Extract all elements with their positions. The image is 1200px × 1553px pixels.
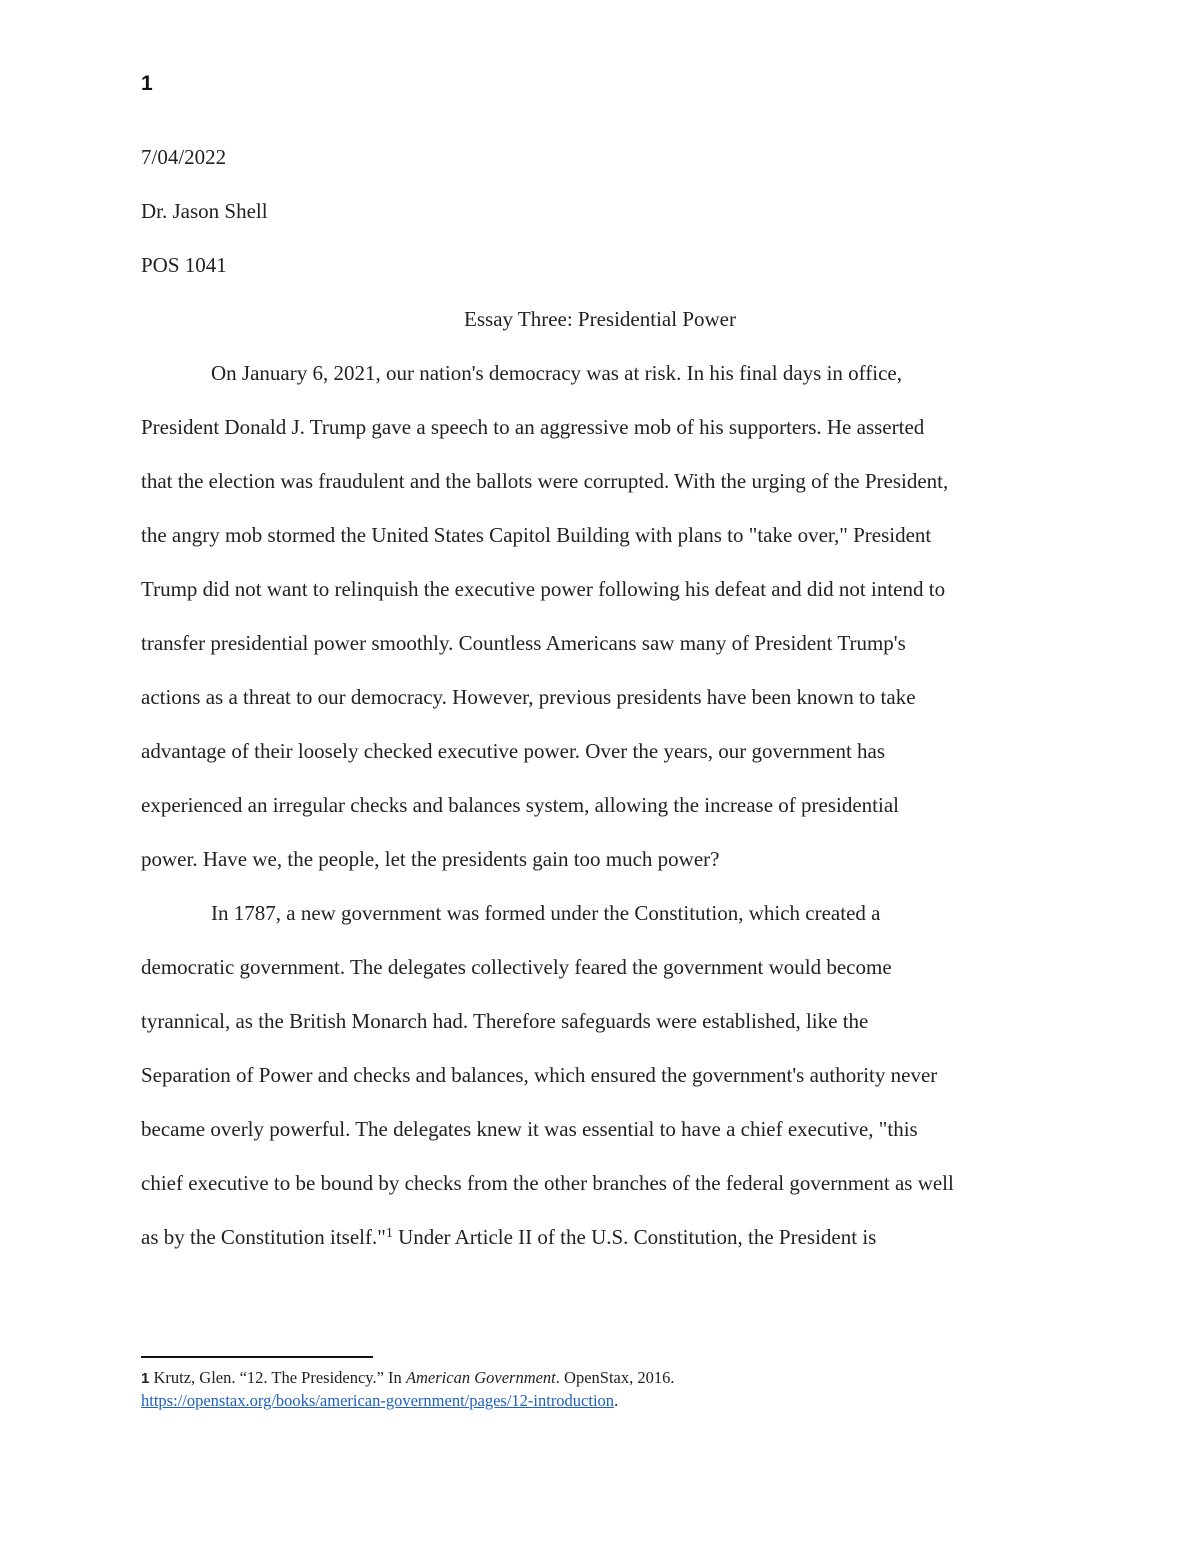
- essay-title: Essay Three: Presidential Power: [464, 307, 736, 331]
- body-line: tyrannical, as the British Monarch had. Therefore safeguards were established, like the: [141, 1009, 869, 1033]
- footnote-link[interactable]: https://openstax.org/books/american-government/pages/12-introduction: [141, 1391, 615, 1410]
- body-line: On January 6, 2021, our nation's democracy was at risk. In his final days in office,: [211, 361, 902, 385]
- body-line: Trump did not want to relinquish the executive power following his defeat and did not intend to: [141, 577, 946, 601]
- footnote-text: . OpenStax, 2016.: [555, 1368, 675, 1387]
- instructor-name: Dr. Jason Shell: [141, 199, 268, 223]
- body-line: that the election was fraudulent and the ballots were corrupted. With the urging of the President,: [141, 469, 949, 493]
- body-line: transfer presidential power smoothly. Countless Americans saw many of President Trump's: [141, 631, 906, 655]
- body-line: President Donald J. Trump gave a speech to an aggressive mob of his supporters. He asserted: [141, 415, 925, 439]
- footnote-link-period: .: [614, 1391, 619, 1410]
- footnote-citation: [141, 1367, 674, 1390]
- body-line: actions as a threat to our democracy. However, previous presidents have been known to take: [141, 685, 916, 709]
- footnote-text: Krutz, Glen. “12. The Presidency.” In: [149, 1368, 406, 1387]
- footnote-separator: [141, 1356, 373, 1358]
- body-line: became overly powerful. The delegates knew it was essential to have a chief executive, "this: [141, 1117, 918, 1141]
- essay-date: 7/04/2022: [141, 145, 227, 169]
- body-line: chief executive to be bound by checks from the other branches of the federal government as well: [141, 1171, 954, 1195]
- body-line: the angry mob stormed the United States Capitol Building with plans to "take over," President: [141, 523, 932, 547]
- body-text: as by the Constitution itself.": [141, 1225, 386, 1249]
- body-line: democratic government. The delegates collectively feared the government would become: [141, 955, 892, 979]
- body-line-with-footnote: [141, 1223, 876, 1251]
- body-line: power. Have we, the people, let the presidents gain too much power?: [141, 847, 720, 871]
- course-code: POS 1041: [141, 253, 227, 277]
- footnote-link-line: [141, 1390, 674, 1412]
- body-line: In 1787, a new government was formed under the Constitution, which created a: [211, 901, 881, 925]
- footnote-book-title: American Government: [405, 1368, 556, 1387]
- page-number: 1: [141, 72, 153, 95]
- footnote: [141, 1367, 674, 1412]
- footnote-number: 1: [141, 1370, 150, 1387]
- body-line: experienced an irregular checks and balances system, allowing the increase of presidential: [141, 793, 900, 817]
- body-line: Separation of Power and checks and balances, which ensured the government's authority never: [141, 1063, 938, 1087]
- body-line: advantage of their loosely checked executive power. Over the years, our government has: [141, 739, 886, 763]
- footnote-reference[interactable]: 1: [385, 1226, 393, 1241]
- body-text: Under Article II of the U.S. Constitution, the President is: [392, 1225, 877, 1249]
